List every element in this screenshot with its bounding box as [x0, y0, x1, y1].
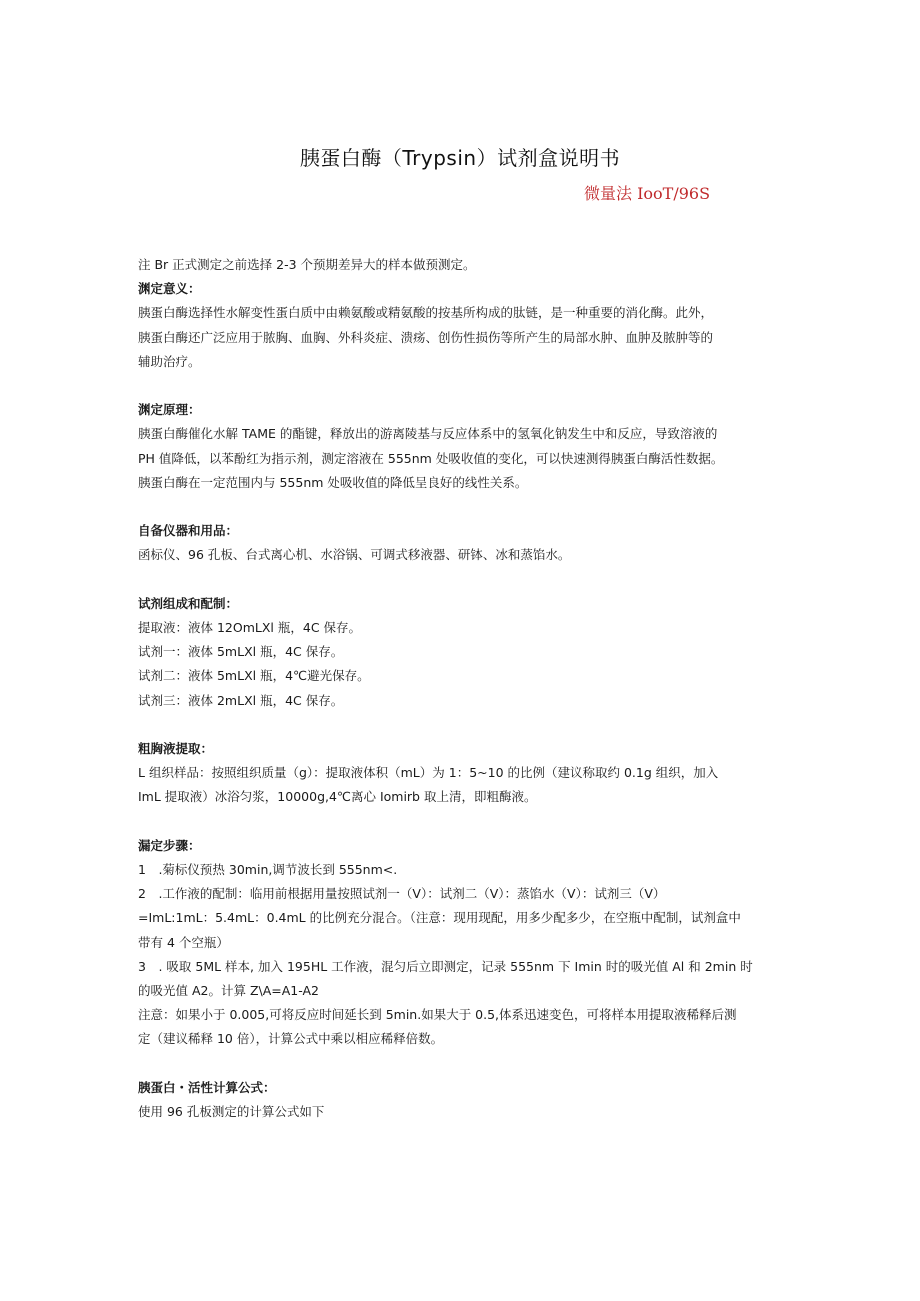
reagent-line: 试剂一：液体 5mLXl 瓶，4C 保存。	[138, 644, 344, 660]
spacer	[138, 568, 788, 592]
spacer	[138, 495, 788, 519]
step-line: 1 .菊标仪预热 30min,调节波长到 555nm<.	[138, 862, 398, 877]
section-heading-equipment: 自备仪器和用品：	[138, 523, 239, 539]
spacer	[138, 810, 788, 834]
document-title: 胰蛋白酶（Trypsin）试剂盒说明书	[299, 146, 621, 170]
principle-line: 胰蛋白酶在一定范围内与 555nm 处吸收值的降低呈良好的线性关系。	[138, 474, 528, 490]
section-heading-steps: 漏定步骤：	[138, 837, 201, 853]
document-body	[138, 253, 788, 1124]
formula-line: 使用 96 孔板测定的计算公式如下	[138, 1104, 325, 1120]
section-heading-extraction: 粗胸液提取：	[138, 741, 214, 756]
reagent-line: 试剂三：液体 2mLXl 瓶，4C 保存。	[138, 692, 344, 708]
step-line: 带有 4 个空瓶）	[138, 934, 229, 950]
principle-line: 胰蛋白酶催化水解 TAME 的酯键，释放出的游离陵基与反应体系中的氢氧化钠发生中和反应，导致溶液的	[138, 426, 718, 442]
extraction-line: L 组织样品：按照组织质量（g）：提取液体积（mL）为 1：5~10 的比例（建议称取约 0.1g 组织，加入	[138, 765, 719, 781]
step-line: 定（建议稀释 10 倍），计算公式中乘以相应稀释倍数。	[138, 1031, 444, 1047]
spacer	[138, 713, 788, 737]
step-line: =ImL:1mL：5.4mL：0.4mL 的比例充分混合。（注意：现用现配，用多少配多少，在空瓶中配制，试剂盒中	[138, 910, 741, 926]
section-heading-principle: 渊定原理：	[138, 402, 201, 418]
step-line: 注意：如果小于 0.005,可将反应时间延长到 5min.如果大于 0.5,体系迅速变色，可将样本用提取液稀释后测	[138, 1007, 737, 1023]
section-heading-significance: 渊定意义：	[138, 281, 201, 297]
document-subtitle: 微量法 IooT/96S	[584, 184, 711, 203]
section-heading-formula: 胰蛋白・活性计算公式：	[138, 1079, 276, 1095]
principle-line: PH 值降低，以苯酚红为指示剂，测定溶液在 555nm 处吸收值的变化，可以快速测得胰蛋白酶活性数据。	[138, 450, 724, 466]
note-line: 注 Br 正式测定之前选择 2-3 个预期差异大的样本做预测定。	[138, 257, 476, 272]
step-line: 2 .工作液的配制：临用前根据用量按照试剂一（V）：试剂二（V）：蒸馅水（V）：试剂三（V）	[138, 886, 666, 902]
spacer	[138, 1052, 788, 1076]
significance-line: 胰蛋白酶选择性水解变性蛋白质中由赖氨酸或精氨酸的按基所构成的肽链，是一种重要的消化酶。此外，	[138, 305, 714, 321]
significance-line: 辅助治疗。	[138, 353, 201, 369]
step-line: 3 . 吸取 5ML 样本, 加入 195HL 工作液，混匀后立即测定，记录 555nm 下 Imin 时的吸光值 Al 和 2min 时	[138, 958, 753, 974]
equipment-line: 函标仪、96 孔板、台式离心机、水浴锅、可调式移液器、研钵、冰和蒸馅水。	[138, 547, 571, 563]
section-heading-reagents: 试剂组成和配制：	[138, 595, 239, 611]
spacer	[138, 374, 788, 398]
significance-line: 胰蛋白酶还广泛应用于脓胸、血胸、外科炎症、溃疡、创伤性损伤等所产生的局部水肿、血肿及脓肿等的	[138, 329, 714, 345]
reagent-line: 提取液：液体 12OmLXl 瓶，4C 保存。	[138, 620, 362, 635]
step-line: 的吸光值 A2。计算 Z\A=A1-A2	[138, 983, 319, 999]
reagent-line: 试剂二：液体 5mLXl 瓶，4℃避光保存。	[138, 668, 370, 684]
extraction-line: ImL 提取液）冰浴匀浆，10000g,4℃离心 Iomirb 取上清，即粗酶液。	[138, 789, 537, 805]
